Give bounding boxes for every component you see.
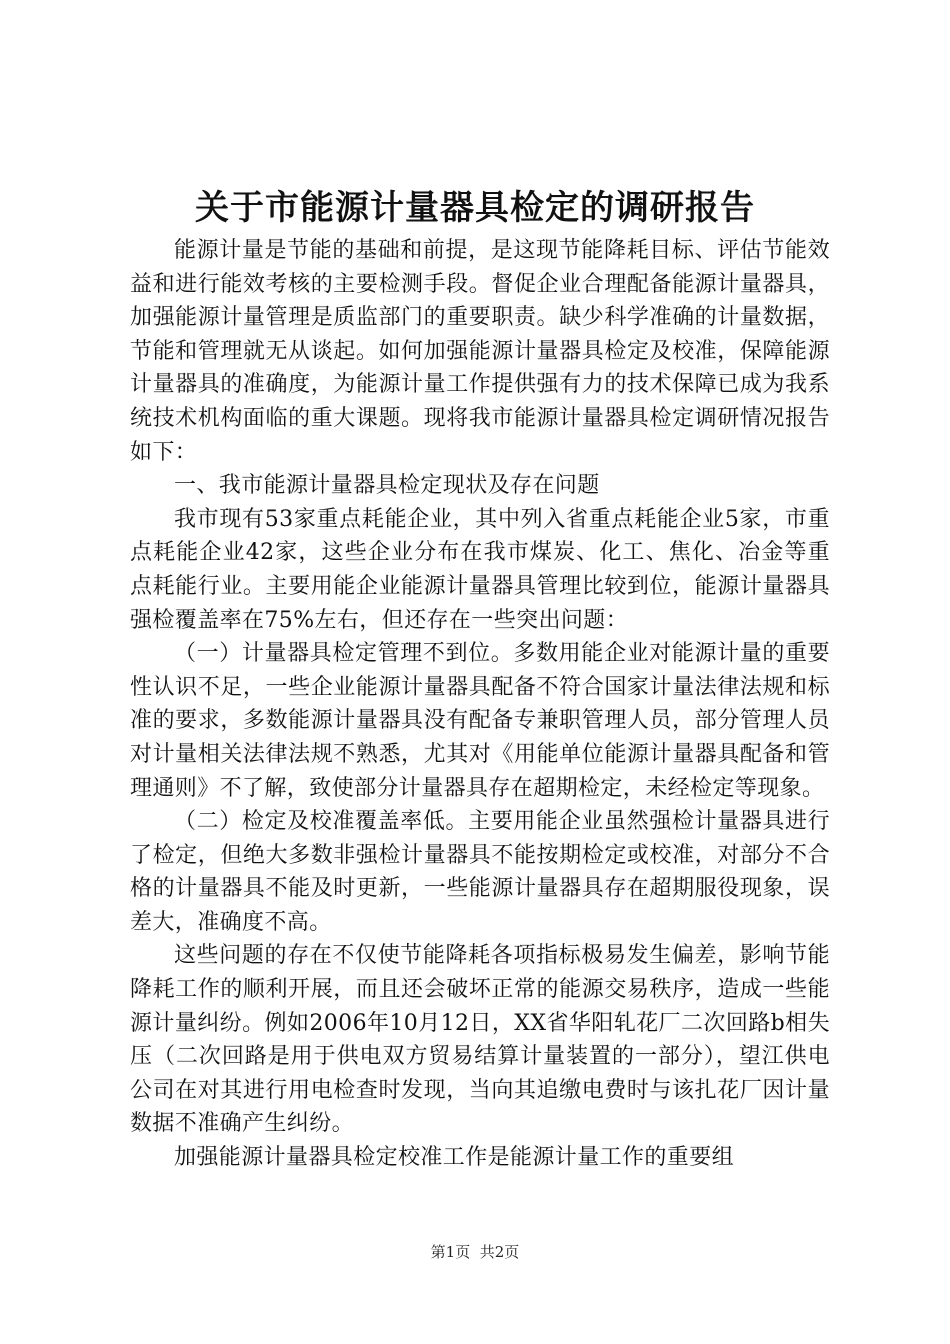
paragraph-consequences: 这些问题的存在不仅使节能降耗各项指标极易发生偏差，影响节能降耗工作的顺利开展，而且还会破坏正常的能源交易秩序，造成一些能源计量纠纷。例如2006年10月12日，XX省华阳轧花厂二次回路b相失压（二次回路是用于供电双方贸易结算计量装置的一部分），望江供电公司在对其进行用电检查时发现，当向其追缴电费时与该扎花厂因计量数据不准确产生纠纷。 bbox=[130, 943, 830, 1137]
page-footer bbox=[0, 1242, 950, 1262]
paragraph-status: 我市现有53家重点耗能企业，其中列入省重点耗能企业5家，市重点耗能企业42家，这些企业分布在我市煤炭、化工、焦化、冶金等重点耗能行业。主要用能企业能源计量器具管理比较到位，能源计量器具强检覆盖率在75%左右，但还存在一些突出问题： bbox=[130, 506, 830, 633]
page-number: 第1页 bbox=[430, 1243, 471, 1261]
paragraph-issue-2: （二）检定及校准覆盖率低。主要用能企业虽然强检计量器具进行了检定，但绝大多数非强检计量器具不能按期检定或校准，对部分不合格的计量器具不能及时更新，一些能源计量器具存在超期服役现象，误差大，准确度不高。 bbox=[130, 809, 830, 935]
paragraph-intro: 能源计量是节能的基础和前提，是这现节能降耗目标、评估节能效益和进行能效考核的主要检测手段。督促企业合理配备能源计量器具，加强能源计量管理是质监部门的重要职责。缺少科学准确的计量数据，节能和管理就无从谈起。如何加强能源计量器具检定及校准，保障能源计量器具的准确度，为能源计量工作提供强有力的技术保障已成为我系统技术机构面临的重大课题。现将我市能源计量器具检定调研情况报告如下： bbox=[130, 238, 830, 465]
paragraph-continuation: 加强能源计量器具检定校准工作是能源计量工作的重要组 bbox=[174, 1145, 735, 1171]
document-title: 关于市能源计量器具检定的调研报告 bbox=[195, 188, 755, 228]
document-body bbox=[130, 234, 830, 1175]
page-total: 共2页 bbox=[479, 1243, 520, 1261]
section-heading-1: 一、我市能源计量器具检定现状及存在问题 bbox=[174, 473, 600, 499]
paragraph-issue-1: （一）计量器具检定管理不到位。多数用能企业对能源计量的重要性认识不足，一些企业能源计量器具配备不符合国家计量法律法规和标准的要求，多数能源计量器具没有配备专兼职管理人员，部分管理人员对计量相关法律法规不熟悉，尤其对《用能单位能源计量器具配备和管理通则》不了解，致使部分计量器具存在超期检定，未经检定等现象。 bbox=[130, 641, 830, 801]
